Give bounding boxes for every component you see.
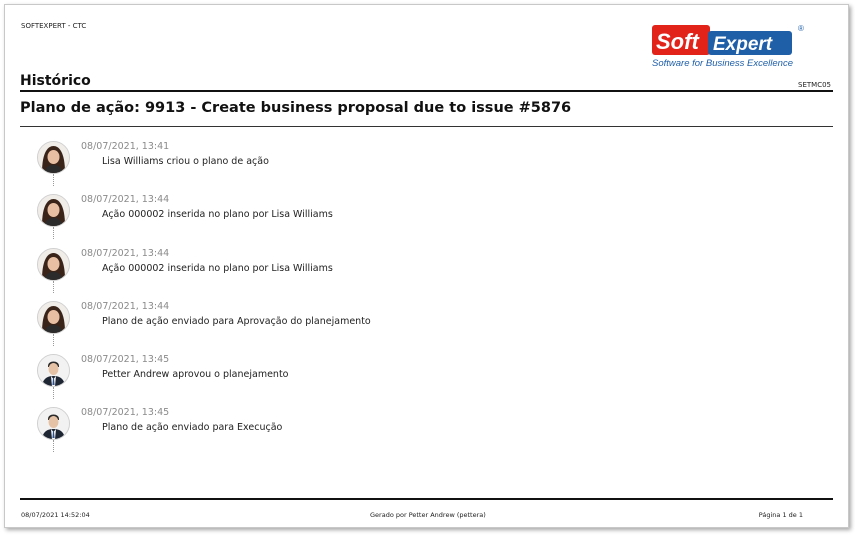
history-entry — [35, 194, 635, 244]
entry-timestamp: 08/07/2021, 13:45 — [81, 407, 170, 418]
softexpert-logo — [648, 19, 808, 75]
report-page — [4, 4, 849, 528]
entry-text: Lisa Williams criou o plano de ação — [102, 156, 269, 167]
timeline-connector — [53, 227, 54, 239]
footer-generated-by: Gerado por Petter Andrew (pettera) — [370, 511, 486, 519]
title-divider — [20, 126, 833, 127]
woman-avatar-icon — [37, 141, 70, 174]
woman-avatar-icon — [37, 248, 70, 281]
entry-text: Plano de ação enviado para Execução — [102, 422, 283, 433]
company-name: SOFTEXPERT - CTC — [21, 22, 87, 30]
logo-tagline: Software for Business Excellence — [652, 58, 793, 69]
history-entry — [35, 301, 635, 351]
woman-avatar-icon — [37, 194, 70, 227]
timeline-connector — [53, 387, 54, 399]
man-avatar-icon — [37, 354, 70, 387]
entry-text: Ação 000002 inserida no plano por Lisa Williams — [102, 263, 333, 274]
woman-avatar-icon — [37, 301, 70, 334]
timeline-connector — [53, 281, 54, 293]
footer-datetime: 08/07/2021 14:52:04 — [21, 511, 90, 519]
entry-timestamp: 08/07/2021, 13:45 — [81, 354, 170, 365]
entry-timestamp: 08/07/2021, 13:44 — [81, 301, 170, 312]
timeline-connector — [53, 334, 54, 346]
history-entry — [35, 354, 635, 404]
header-divider — [20, 90, 833, 92]
report-title: Histórico — [20, 73, 91, 89]
footer-divider — [20, 498, 833, 500]
entry-text: Ação 000002 inserida no plano por Lisa Williams — [102, 209, 333, 220]
plan-title: Plano de ação: 9913 - Create business proposal due to issue #5876 — [20, 100, 572, 116]
entry-text: Plano de ação enviado para Aprovação do planejamento — [102, 316, 371, 327]
timeline-connector — [53, 440, 54, 452]
entry-timestamp: 08/07/2021, 13:44 — [81, 248, 170, 259]
history-entry — [35, 407, 635, 457]
entry-timestamp: 08/07/2021, 13:44 — [81, 194, 170, 205]
footer-page-number: Página 1 de 1 — [758, 511, 803, 519]
history-entry — [35, 141, 635, 191]
timeline-connector — [53, 174, 54, 186]
entry-text: Petter Andrew aprovou o planejamento — [102, 369, 289, 380]
history-entry — [35, 248, 635, 298]
logo-word-soft: Soft — [656, 29, 699, 54]
report-code: SETMC05 — [798, 81, 831, 89]
man-avatar-icon — [37, 407, 70, 440]
entry-timestamp: 08/07/2021, 13:41 — [81, 141, 170, 152]
logo-word-expert: Expert — [713, 34, 773, 55]
logo-registered-mark: ® — [798, 24, 804, 33]
